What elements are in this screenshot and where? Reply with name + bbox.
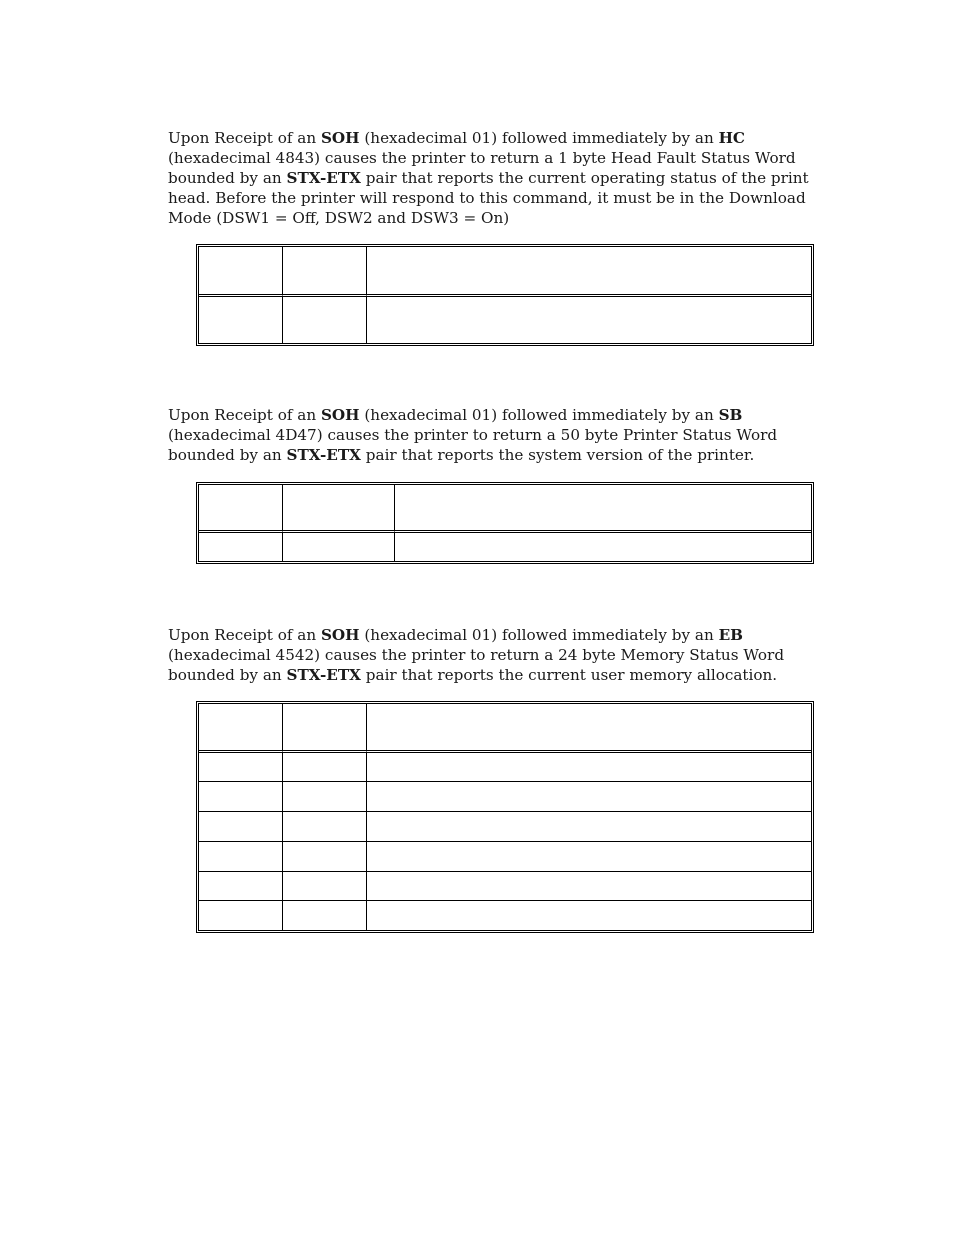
text-run: (hexadecimal 01) followed immediately by an	[359, 406, 719, 424]
table-cell	[283, 842, 367, 872]
table-header-row	[199, 485, 811, 533]
text-run: Mode (DSW1 = Off, DSW2 and DSW3 = On)	[168, 209, 510, 227]
table-row	[199, 753, 811, 782]
paragraph-line	[168, 208, 808, 228]
table-cell	[367, 812, 811, 842]
text-run: bounded by an	[168, 446, 287, 464]
table-row	[199, 782, 811, 812]
table-cell	[367, 782, 811, 812]
text-run: Upon Receipt of an	[168, 626, 321, 644]
table-header-cell	[199, 247, 283, 297]
text-run: pair that reports the current user memory allocation.	[360, 666, 778, 684]
table-header-cell	[283, 247, 367, 297]
command-keyword: SOH	[320, 626, 360, 644]
table-header-cell	[199, 485, 283, 533]
paragraph-line	[168, 405, 808, 425]
paragraph-line	[168, 425, 808, 445]
table-row	[199, 872, 811, 901]
table-header-cell	[395, 485, 811, 533]
paragraph-line	[168, 188, 808, 208]
text-run: pair that reports the system version of the printer.	[360, 446, 755, 464]
command-keyword: HC	[718, 129, 745, 147]
table-header-row	[199, 247, 811, 297]
paragraph-line	[168, 148, 808, 168]
command-keyword: STX-ETX	[286, 169, 361, 187]
eb-command-paragraph	[168, 625, 808, 685]
command-keyword: SOH	[320, 406, 360, 424]
table-row	[199, 533, 811, 561]
text-run: pair that reports the current operating status of the print	[360, 169, 809, 187]
table-cell	[199, 812, 283, 842]
table-cell	[283, 782, 367, 812]
command-keyword: STX-ETX	[286, 446, 361, 464]
paragraph-line	[168, 665, 808, 685]
paragraph-line	[168, 645, 808, 665]
table-cell	[367, 842, 811, 872]
table-row	[199, 812, 811, 842]
text-run: Upon Receipt of an	[168, 129, 321, 147]
paragraph-line	[168, 128, 808, 148]
table-cell	[199, 782, 283, 812]
text-run: head. Before the printer will respond to this command, it must be in the Download	[168, 189, 806, 207]
table-header-cell	[367, 704, 811, 753]
table-cell	[367, 753, 811, 782]
table-header-cell	[283, 704, 367, 753]
text-run: (hexadecimal 4843) causes the printer to return a 1 byte Head Fault Status Word	[168, 149, 796, 167]
table-cell	[199, 901, 283, 930]
table-cell	[199, 842, 283, 872]
table-header-cell	[283, 485, 395, 533]
paragraph-line	[168, 168, 808, 188]
text-run: bounded by an	[168, 666, 287, 684]
table-cell	[367, 872, 811, 901]
text-run: (hexadecimal 4542) causes the printer to return a 24 byte Memory Status Word	[168, 646, 785, 664]
table-cell	[199, 753, 283, 782]
text-run: (hexadecimal 4D47) causes the printer to return a 50 byte Printer Status Word	[168, 426, 778, 444]
table-cell	[283, 812, 367, 842]
table-cell	[395, 533, 811, 561]
table-cell	[283, 533, 395, 561]
paragraph-line	[168, 445, 808, 465]
command-keyword: SB	[718, 406, 743, 424]
head-fault-status-table	[196, 244, 814, 346]
command-keyword: EB	[718, 626, 743, 644]
table-row	[199, 297, 811, 343]
table-header-row	[199, 704, 811, 753]
sb-command-paragraph	[168, 405, 808, 465]
hc-command-paragraph	[168, 128, 808, 228]
text-run: Upon Receipt of an	[168, 406, 321, 424]
text-run: (hexadecimal 01) followed immediately by an	[359, 129, 719, 147]
printer-status-table	[196, 482, 814, 564]
table-header-cell	[367, 247, 811, 297]
table-cell	[283, 901, 367, 930]
command-keyword: SOH	[320, 129, 360, 147]
text-run: (hexadecimal 01) followed immediately by an	[359, 626, 719, 644]
table-cell	[199, 297, 283, 343]
command-keyword: STX-ETX	[286, 666, 361, 684]
memory-status-table	[196, 701, 814, 933]
table-row	[199, 901, 811, 930]
table-cell	[283, 872, 367, 901]
table-cell	[199, 533, 283, 561]
paragraph-line	[168, 625, 808, 645]
text-run: bounded by an	[168, 169, 287, 187]
table-cell	[367, 297, 811, 343]
table-cell	[367, 901, 811, 930]
table-row	[199, 842, 811, 872]
table-cell	[283, 753, 367, 782]
table-cell	[283, 297, 367, 343]
table-cell	[199, 872, 283, 901]
table-header-cell	[199, 704, 283, 753]
